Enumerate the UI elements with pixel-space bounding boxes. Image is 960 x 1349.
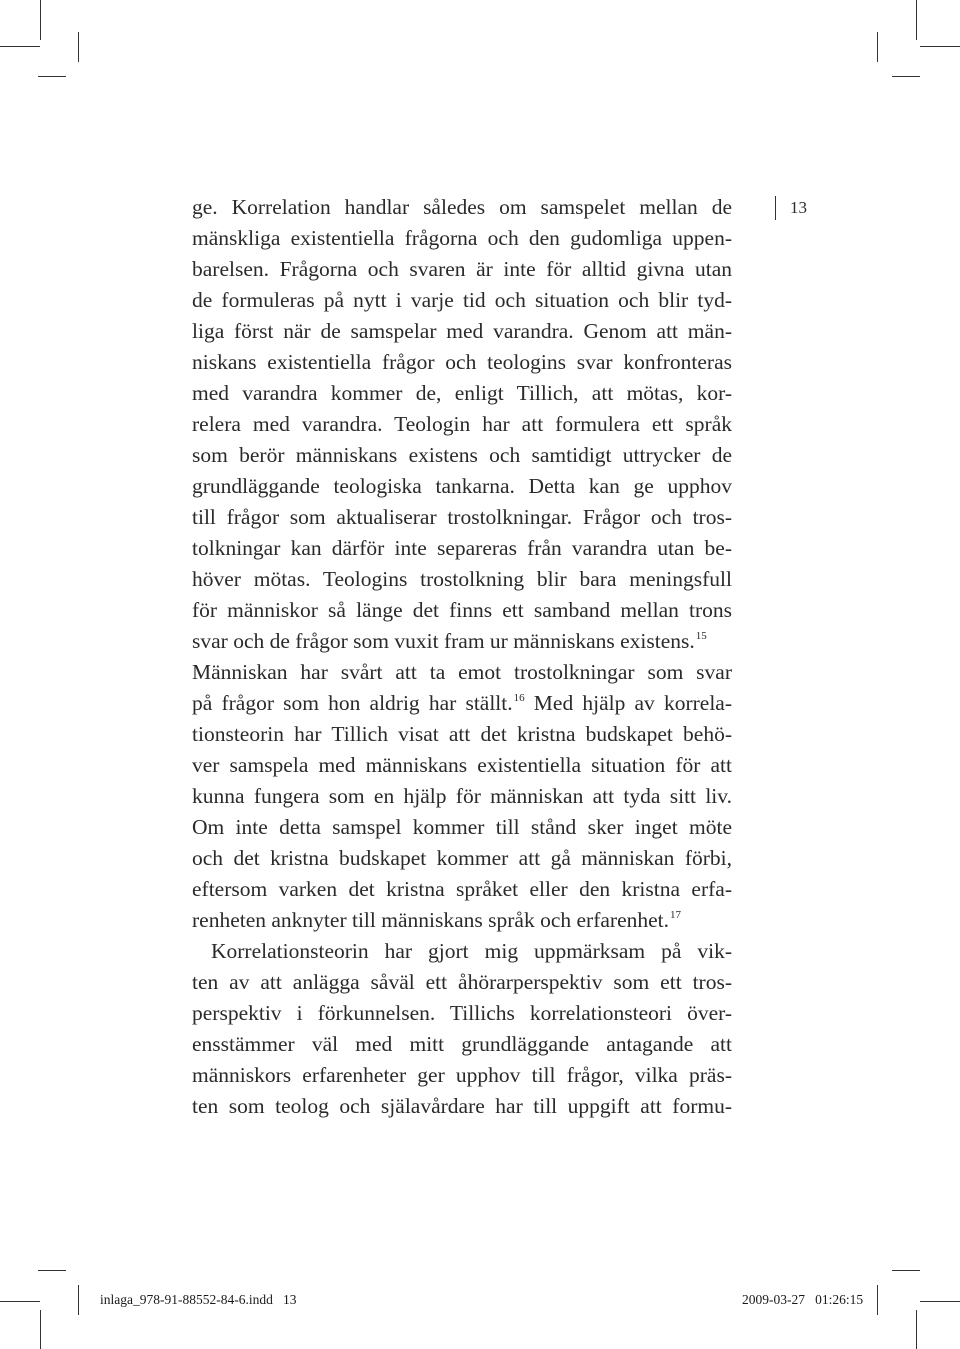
crop-mark — [40, 0, 41, 40]
crop-mark — [892, 1270, 920, 1271]
text-line: ensstämmer väl med mitt grundläggande antagande att — [192, 1032, 732, 1056]
text-line: mänskliga existentiella frågorna och den gudomliga uppen- — [192, 226, 732, 250]
text-line: relera med varandra. Teologin har att formulera ett språk — [192, 412, 732, 436]
text-line: grundläggande teologiska tankarna. Detta kan ge upphov — [192, 474, 732, 498]
text-line: människors erfarenheter ger upphov till frågor, vilka präs- — [192, 1063, 732, 1087]
crop-mark — [920, 1301, 960, 1302]
text-line: kunna fungera som en hjälp för människan att tyda sitt liv. — [192, 784, 732, 808]
crop-mark — [877, 32, 878, 62]
text-line: ge. Korrelation handlar således om samspelet mellan de — [192, 195, 732, 219]
footnote-marker: 16 — [513, 692, 525, 704]
crop-mark — [38, 76, 66, 77]
text-line: barelsen. Frågorna och svaren är inte för alltid givna utan — [192, 257, 732, 281]
text-line: ten av att anlägga såväl ett åhörarperspektiv som ett tros- — [192, 970, 732, 994]
crop-mark — [78, 32, 79, 62]
crop-mark — [920, 46, 960, 47]
text-line: höver mötas. Teologins trostolkning blir bara meningsfull — [192, 567, 732, 591]
text-line: med varandra kommer de, enligt Tillich, att mötas, kor- — [192, 381, 732, 405]
crop-mark — [0, 1301, 40, 1302]
text-line — [192, 688, 732, 719]
text-line: Korrelationsteorin har gjort mig uppmärksam på vik- — [211, 939, 732, 963]
text-line: ten som teolog och själavårdare har till uppgift att formu- — [192, 1094, 732, 1118]
text-line: till frågor som aktualiserar trostolkningar. Frågor och tros- — [192, 505, 732, 529]
slug-file-name: inlaga_978-91-88552-84-6.indd 13 — [100, 1292, 297, 1307]
crop-mark — [40, 1310, 41, 1349]
page-number: 13 — [790, 198, 807, 217]
text-line: och det kristna budskapet kommer att gå människan förbi, — [192, 846, 732, 870]
crop-mark — [916, 1310, 917, 1349]
text-line — [192, 626, 732, 657]
text-line: niskans existentiella frågor och teologins svar konfronteras — [192, 350, 732, 374]
text-line: som berör människans existens och samtidigt uttrycker de — [192, 443, 732, 467]
text-line: de formuleras på nytt i varje tid och situation och blir tyd- — [192, 288, 732, 312]
body-text — [192, 192, 732, 1122]
text-line: perspektiv i förkunnelsen. Tillichs korrelationsteori över- — [192, 1001, 732, 1025]
text-line: Människan har svårt att ta emot trostolkningar som svar — [192, 660, 732, 684]
line-text: Med hjälp av korrela- — [524, 691, 733, 715]
line-text: svar och de frågor som vuxit fram ur människans existens. — [192, 629, 695, 653]
footnote-marker: 17 — [670, 909, 681, 921]
crop-mark — [0, 46, 40, 47]
text-line: tionsteorin har Tillich visat att det kristna budskapet behö- — [192, 722, 732, 746]
text-line: tolkningar kan därför inte separeras från varandra utan be- — [192, 536, 732, 560]
text-line: eftersom varken det kristna språket eller den kristna erfa- — [192, 877, 732, 901]
crop-mark — [892, 76, 920, 77]
page-number-rule — [775, 196, 776, 220]
text-line — [192, 905, 732, 936]
crop-mark — [877, 1285, 878, 1315]
slug-timestamp: 2009-03-27 01:26:15 — [742, 1292, 864, 1307]
text-line: ver samspela med människans existentiella situation för att — [192, 753, 732, 777]
line-text: på frågor som hon aldrig har ställt. — [192, 691, 513, 715]
crop-mark — [78, 1285, 79, 1315]
text-line: för människor så länge det finns ett samband mellan trons — [192, 598, 732, 622]
text-line: liga först när de samspelar med varandra. Genom att män- — [192, 319, 732, 343]
footnote-marker: 15 — [695, 630, 707, 642]
crop-mark — [38, 1270, 66, 1271]
line-text: renheten anknyter till människans språk och erfarenhet. — [192, 908, 669, 932]
text-line: Om inte detta samspel kommer till stånd sker inget möte — [192, 815, 732, 839]
crop-mark — [916, 0, 917, 40]
